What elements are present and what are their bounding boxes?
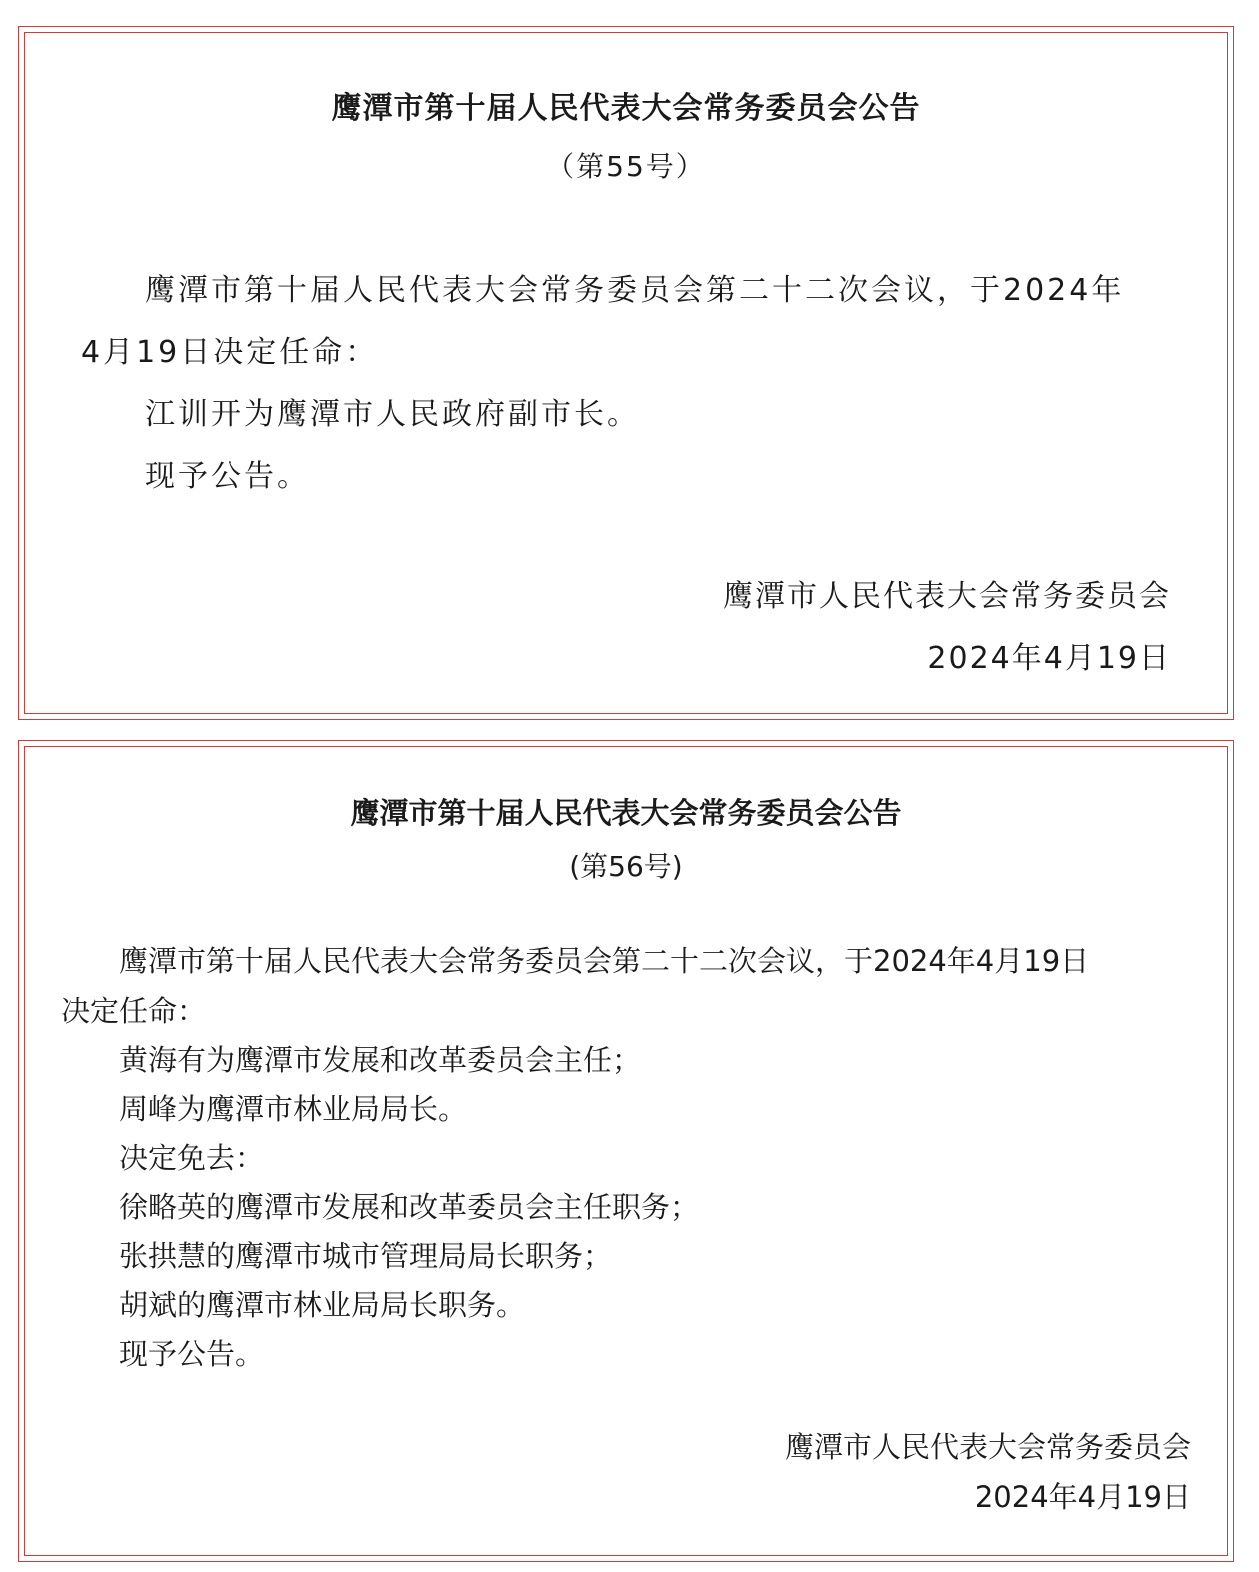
appointment-item: 周峰为鹰潭市林业局局长。 xyxy=(119,1092,468,1126)
appointment-item: 江训开为鹰潭市人民政府副市长。 xyxy=(145,397,640,432)
body-text-line-1: 鹰潭市第十届人民代表大会常务委员会第二十二次会议，于2024年 xyxy=(145,273,1125,308)
body-text-line-2: 决定任命： xyxy=(61,994,207,1028)
signature-organization: 鹰潭市人民代表大会常务委员会 xyxy=(784,1430,1191,1464)
notice-55 xyxy=(18,26,1234,720)
removal-heading: 决定免去： xyxy=(119,1141,265,1175)
notice-title: 鹰潭市第十届人民代表大会常务委员会公告 xyxy=(331,91,921,126)
signature-organization: 鹰潭市人民代表大会常务委员会 xyxy=(723,579,1171,614)
signature-date: 2024年4月19日 xyxy=(974,1480,1191,1514)
appointment-item: 黄海有为鹰潭市发展和改革委员会主任； xyxy=(119,1043,642,1077)
body-text-line-1: 鹰潭市第十届人民代表大会常务委员会第二十二次会议，于2024年4月19日 xyxy=(119,944,1090,978)
removal-item: 徐略英的鹰潭市发展和改革委员会主任职务； xyxy=(119,1190,700,1224)
notice-title: 鹰潭市第十届人民代表大会常务委员会公告 xyxy=(350,796,902,830)
removal-item: 胡斌的鹰潭市林业局局长职务。 xyxy=(119,1288,526,1322)
body-text-line-2: 4月19日决定任命： xyxy=(81,335,379,370)
notice-number: (第56号) xyxy=(569,850,683,883)
closing-text: 现予公告。 xyxy=(119,1337,265,1371)
closing-text: 现予公告。 xyxy=(145,459,310,494)
notice-56 xyxy=(18,740,1234,1562)
notice-number: （第55号） xyxy=(546,150,706,183)
signature-date: 2024年4月19日 xyxy=(927,641,1171,676)
removal-item: 张拱慧的鹰潭市城市管理局局长职务； xyxy=(119,1239,613,1273)
